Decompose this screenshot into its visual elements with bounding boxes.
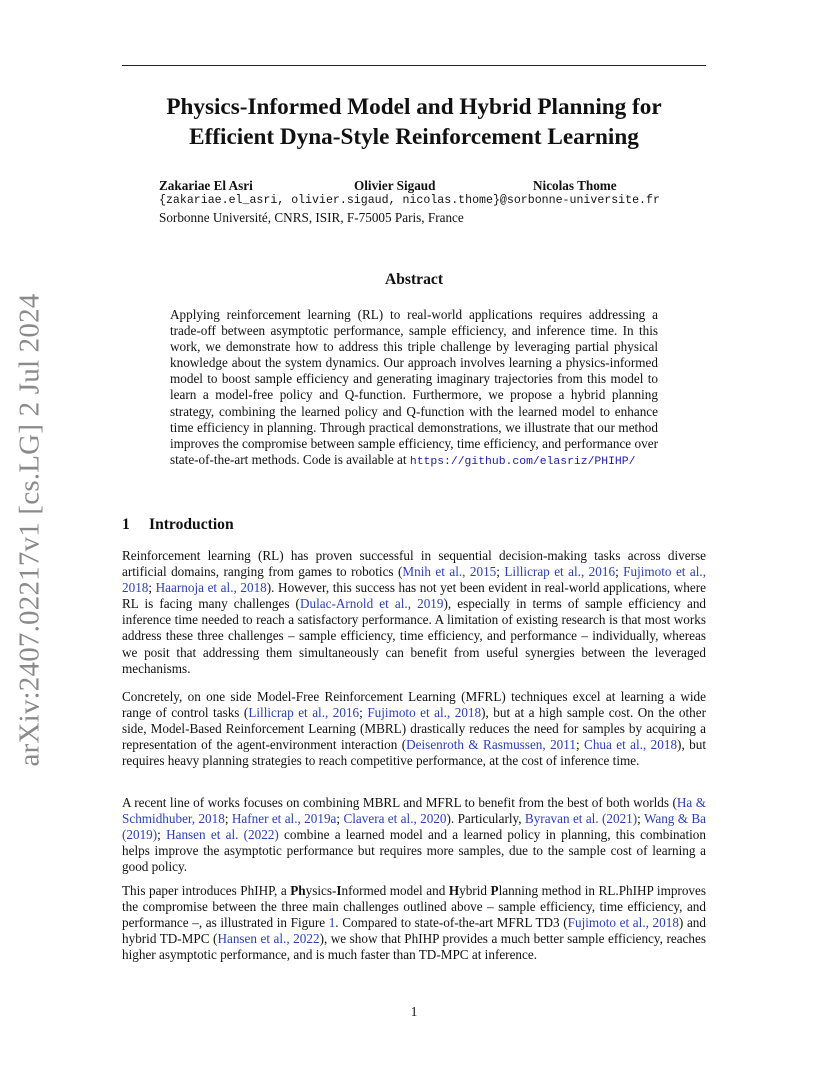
text: lanning method in RL.PhIHP improves the compromise between the three main challenges outlined above – sample efficiency, time efficiency, and performance –, as illustrated in Figure	[122, 883, 707, 931]
citation-link[interactable]: Deisenroth & Rasmussen, 2011	[406, 737, 576, 753]
arxiv-stamp	[10, 293, 50, 767]
bold-letters: I	[336, 883, 342, 898]
text: ;	[148, 580, 156, 596]
citation-link[interactable]: Clavera et al., 2020	[343, 811, 447, 827]
citation-link[interactable]: Mnih et al., 2015	[402, 564, 497, 580]
code-link[interactable]: https://github.com/elasriz/PHIHP/	[409, 455, 636, 468]
text: ysics-	[305, 883, 337, 898]
author-2: Olivier Sigaud	[354, 178, 436, 193]
paragraph-4	[122, 883, 706, 963]
citation-link[interactable]: Haarnoja et al., 2018	[155, 580, 267, 596]
text: ), but requires heavy planning strategies to reach competitive performance, at the cost of inference time.	[122, 737, 706, 769]
bold-letters: H	[448, 883, 460, 898]
citation-link[interactable]: Wang & Ba (2019)	[122, 811, 707, 843]
text: ), but at a high sample cost. On the other side, Model-Based Reinforcement Learning (MBRL) drastically reduces the need for samples by acquiring a representation of the agent-environment interaction (	[122, 705, 707, 753]
citation-link[interactable]: Fujimoto et al., 2018	[122, 564, 707, 596]
citation-link[interactable]: Chua et al., 2018	[584, 737, 678, 753]
citation-link[interactable]: Fujimoto et al., 2018	[567, 915, 679, 931]
text: ;	[615, 564, 624, 580]
text: ybrid	[459, 883, 491, 898]
title-line-1: Physics-Informed Model and Hybrid Planning for	[166, 94, 662, 120]
text: ;	[496, 564, 505, 580]
page-number: 1	[410, 1004, 418, 1019]
text: A recent line of works focuses on combining MBRL and MFRL to benefit from the best of both worlds (	[122, 795, 677, 810]
bold-letters: Ph	[290, 883, 306, 898]
text: Reinforcement learning (RL) has proven successful in sequential decision-making tasks across diverse artificial domains, ranging from games to robotics (	[122, 548, 706, 580]
text: . Compared to state-of-the-art MFRL TD3 (	[335, 915, 568, 931]
author-3: Nicolas Thome	[533, 178, 617, 193]
section-number: 1	[122, 516, 130, 533]
citation-link[interactable]: Dulac-Arnold et al., 2019	[299, 596, 444, 612]
paragraph-2	[122, 689, 706, 769]
arxiv-id: arXiv:2407.02217v1 [cs.LG] 2 Jul 2024	[13, 293, 46, 767]
text: Concretely, on one side Model-Free Reinforcement Learning (MFRL) techniques excel at learning a wide range of control tasks (	[122, 689, 706, 721]
text: nformed model and	[341, 883, 449, 898]
text: ;	[359, 705, 368, 721]
text: ), we show that PhIHP provides a much better sample efficiency, reaches higher asymptotic performance, and is much faster than TD-MPC at inference.	[122, 931, 706, 963]
text: This paper introduces PhIHP, a	[122, 883, 291, 898]
paragraph-1	[122, 548, 706, 677]
citation-link[interactable]: Lillicrap et al., 2016	[504, 564, 616, 580]
abstract-body	[170, 307, 658, 470]
citation-link[interactable]: Lillicrap et al., 2016	[248, 705, 360, 721]
author-emails: {zakariae.el_asri, olivier.sigaud, nicolas.thome}@sorbonne-universite.fr	[159, 194, 660, 207]
text: combine a learned model and a learned policy in planning, this combination helps improve the asymptotic performance but requires more samples, due to the sample cost of learning a good policy.	[122, 827, 706, 875]
section-heading	[122, 516, 234, 534]
text: ). Particularly,	[446, 811, 525, 827]
bold-letters: P	[490, 883, 499, 898]
text: ), especially in terms of sample efficiency and inference time needed to reach a satisfactory performance. A limitation of existing research is that most works address these three challenges – sample efficiency, time efficiency, and performance – individually, whereas we posit that addressing them simultaneously can benefit from useful synergies between the leveraged mechanisms.	[122, 596, 707, 676]
paragraph-3	[122, 795, 706, 875]
text: ;	[157, 827, 167, 843]
affiliation: Sorbonne Université, CNRS, ISIR, F-75005 Paris, France	[159, 210, 464, 225]
text: ;	[637, 811, 644, 827]
citation-link[interactable]: Hansen et al. (2022)	[166, 827, 279, 843]
citation-link[interactable]: Hafner et al., 2019a	[231, 811, 337, 827]
citation-link[interactable]: Fujimoto et al., 2018	[367, 705, 482, 721]
citation-link[interactable]: Ha & Schmidhuber, 2018	[122, 795, 706, 827]
text: ) and hybrid TD-MPC (	[122, 915, 706, 947]
citation-link[interactable]: Hansen et al., 2022	[217, 931, 320, 947]
text: ). However, this success has not yet been evident in real-world applications, where RL is facing many challenges (	[122, 580, 706, 612]
text: ;	[336, 811, 344, 827]
abstract-text: Applying reinforcement learning (RL) to real-world applications requires addressing a trade-off between asymptotic performance, sample efficiency, and inference time. In this work, we demonstrate how to address this triple challenge by leveraging partial physical knowledge about the system dynamics. Our approach involves learning a physics-informed model to boost sample efficiency and generating imaginary trajectories from this model to learn a model-free policy and Q-function. Furthermore, we propose a hybrid planning strategy, combining the learned policy and Q-function with the learned model to enhance time efficiency in planning. Through practical demonstrations, we illustrate that our method improves the compromise between sample efficiency, time efficiency, and performance over state-of-the-art methods. Code is available at	[170, 307, 658, 467]
paper-title	[100, 92, 728, 152]
title-line-2: Efficient Dyna-Style Reinforcement Learning	[189, 124, 639, 150]
citation-link[interactable]: Byravan et al. (2021)	[524, 811, 638, 827]
figure-link[interactable]: 1	[328, 915, 336, 931]
top-rule	[122, 65, 706, 66]
text: ;	[575, 737, 585, 753]
abstract-heading: Abstract	[384, 271, 444, 288]
text: ;	[224, 811, 232, 827]
section-title: Introduction	[149, 516, 234, 533]
author-1: Zakariae El Asri	[159, 178, 253, 193]
